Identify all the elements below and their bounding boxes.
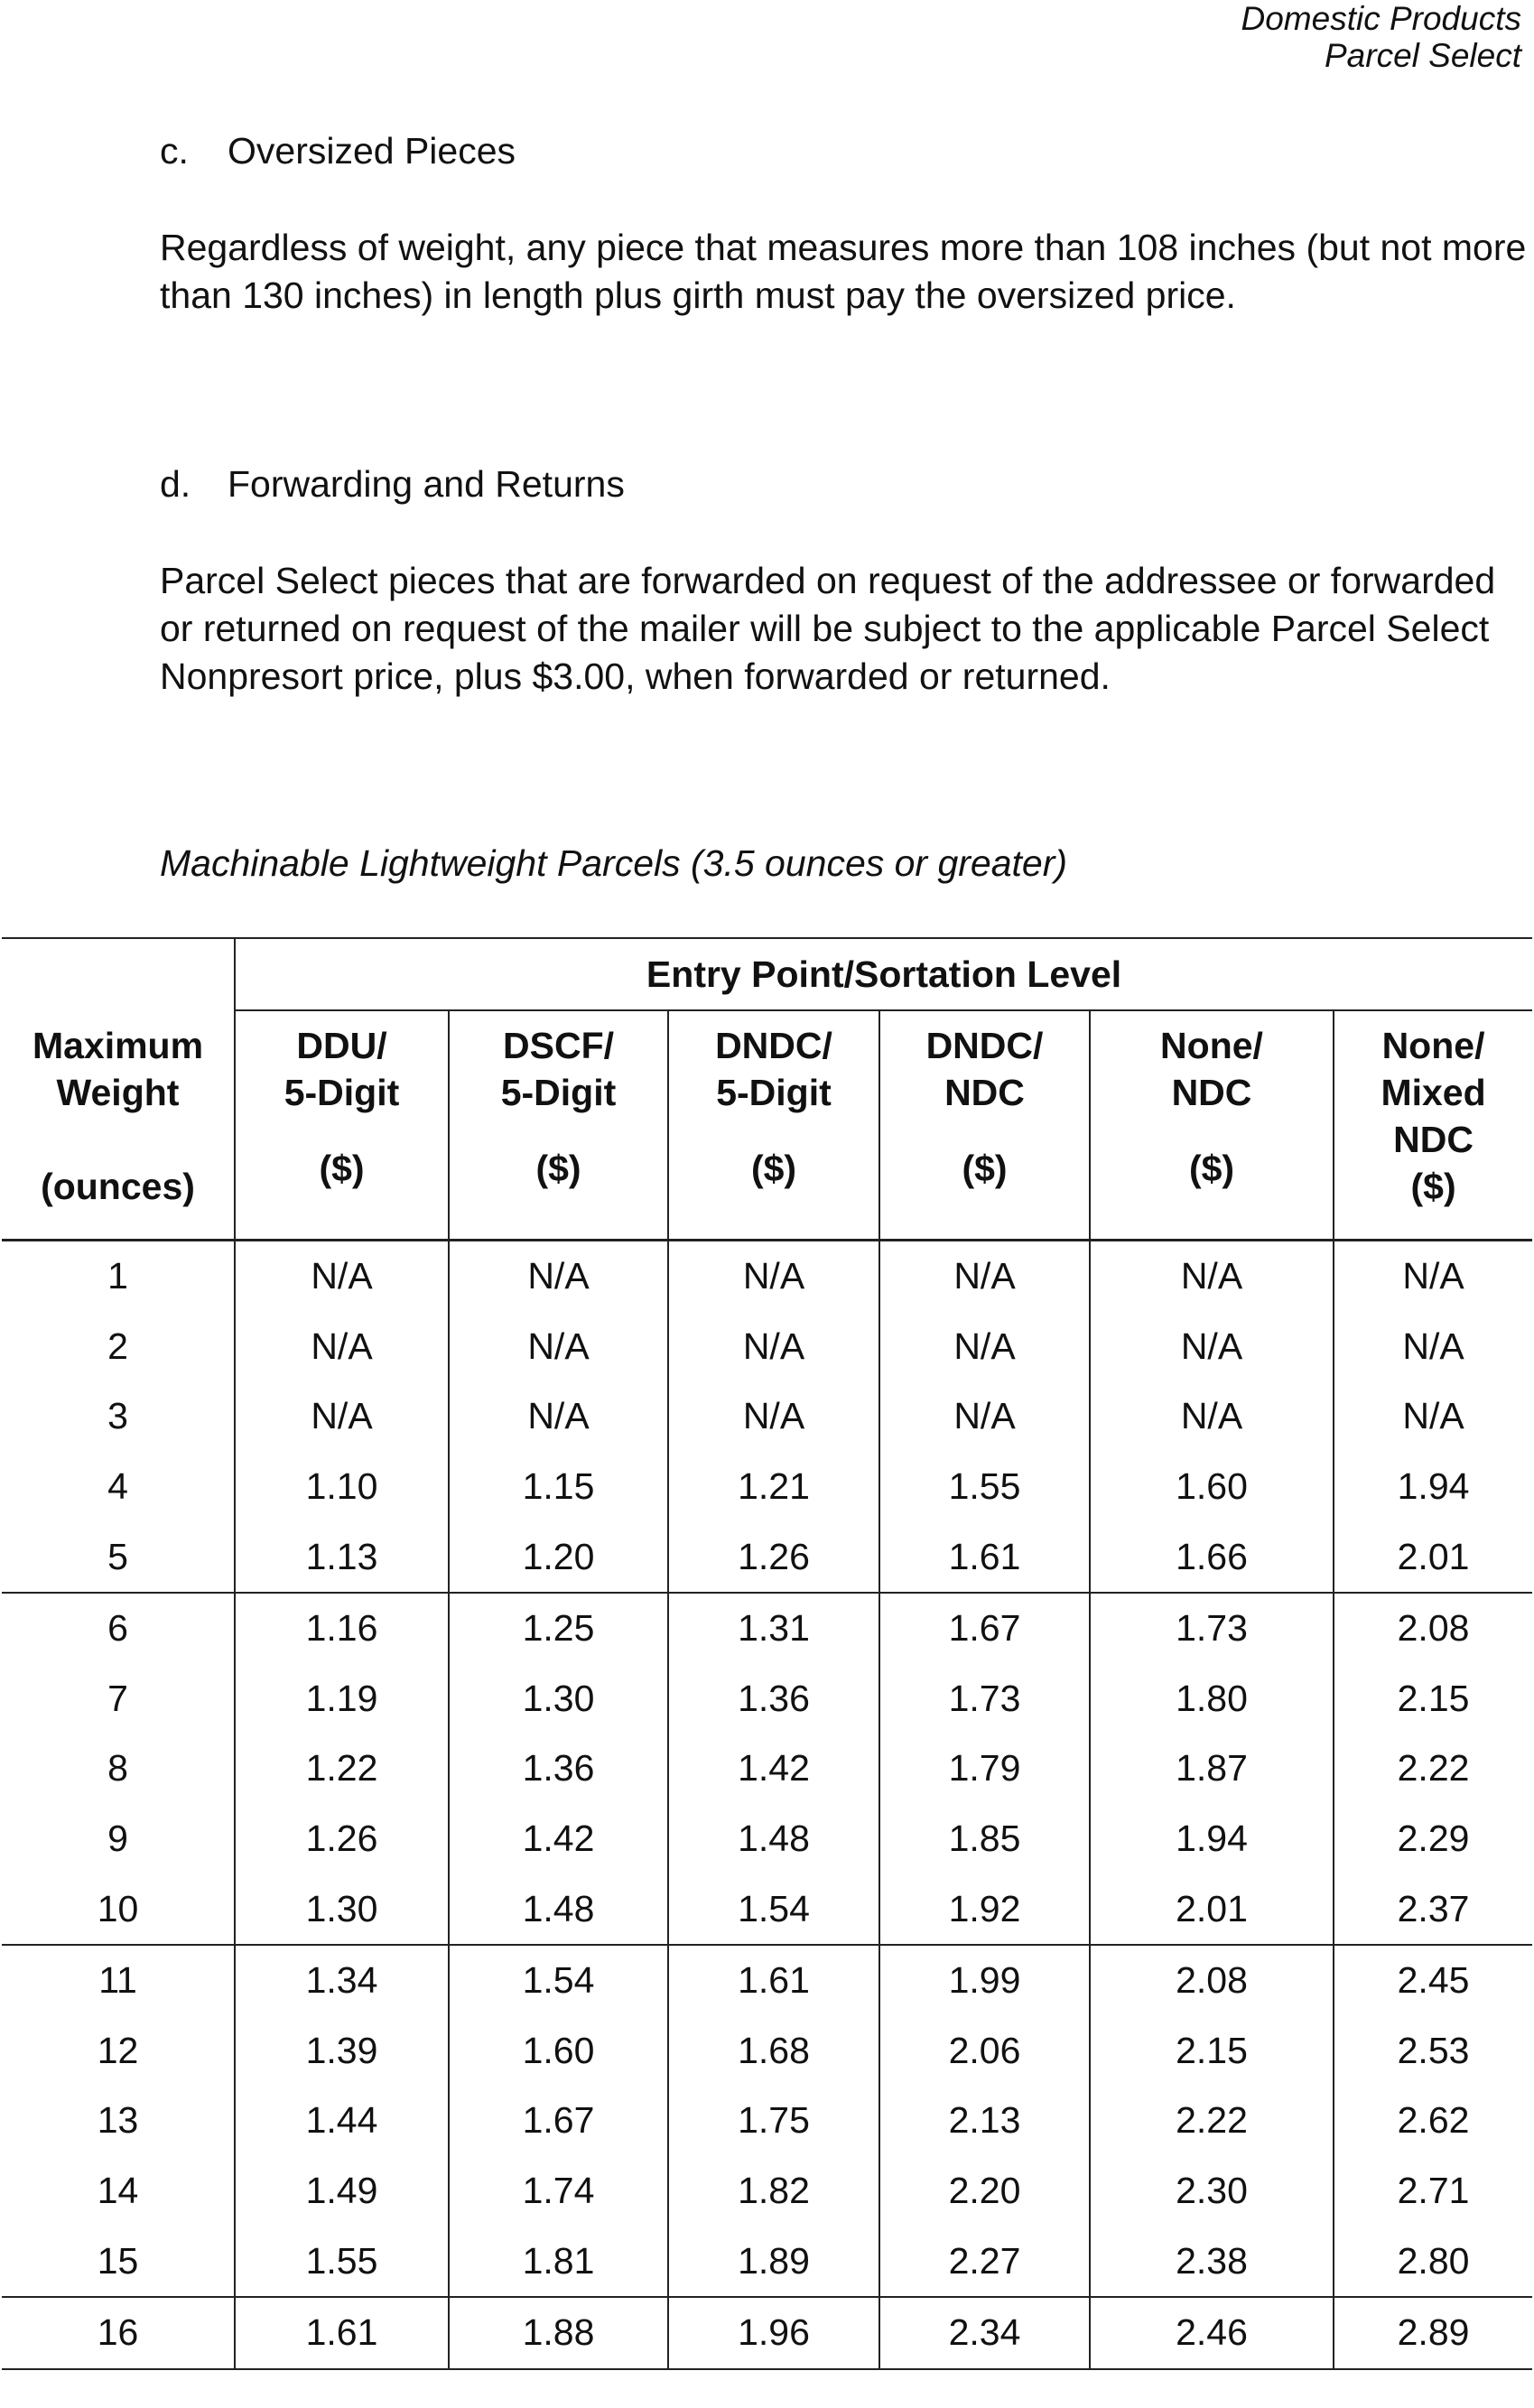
price-cell: 1.48 xyxy=(449,1873,668,1945)
table-row xyxy=(2,2226,1532,2297)
table-row xyxy=(2,2156,1532,2227)
price-cell: 2.22 xyxy=(1090,2086,1334,2156)
price-cell: 1.55 xyxy=(235,2226,449,2297)
price-cell: 1.79 xyxy=(879,1734,1090,1804)
price-cell: 1.25 xyxy=(449,1593,668,1664)
max-weight-header-line1: Maximum xyxy=(32,1025,204,1066)
table-row xyxy=(2,1452,1532,1522)
column-header-label: None/ Mixed NDC xyxy=(1381,1025,1486,1160)
column-header-unit: ($) xyxy=(750,1148,797,1189)
price-cell: 2.71 xyxy=(1334,2156,1532,2227)
price-cell: 2.22 xyxy=(1334,1734,1532,1804)
section-heading-forwarding xyxy=(160,463,625,506)
price-cell: 1.80 xyxy=(1090,1664,1334,1734)
price-cell: 1.74 xyxy=(449,2156,668,2227)
price-cell: 1.61 xyxy=(235,2297,449,2369)
price-cell: 1.26 xyxy=(235,1804,449,1874)
section-letter: d. xyxy=(160,463,191,505)
price-cell: 1.99 xyxy=(879,1945,1090,2016)
price-cell: 1.34 xyxy=(235,1945,449,2016)
column-header xyxy=(449,1010,668,1241)
price-cell: 1.67 xyxy=(449,2086,668,2156)
price-cell: N/A xyxy=(1090,1312,1334,1382)
weight-cell: 7 xyxy=(107,1677,128,1719)
price-cell: 1.87 xyxy=(1090,1734,1334,1804)
price-cell: 2.37 xyxy=(1334,1873,1532,1945)
price-cell: 1.88 xyxy=(449,2297,668,2369)
section-paragraph-forwarding: Parcel Select pieces that are forwarded on request of the addressee or forwarded or returned on request of the mailer will be subject to the applicable Parcel Select Nonpresort price, plus $3.00, when forwarded or returned. xyxy=(160,560,1496,697)
price-cell: 1.94 xyxy=(1334,1452,1532,1522)
price-cell: 2.27 xyxy=(879,2226,1090,2297)
weight-cell: 6 xyxy=(107,1607,128,1650)
weight-cell: 1 xyxy=(107,1255,128,1297)
column-header-label: DNDC/ NDC xyxy=(925,1025,1044,1113)
weight-cell: 12 xyxy=(97,2029,139,2071)
column-header xyxy=(235,1010,449,1241)
weight-cell: 9 xyxy=(107,1818,128,1860)
price-cell: 1.82 xyxy=(668,2156,879,2227)
price-cell: 1.44 xyxy=(235,2086,449,2156)
price-cell: 1.75 xyxy=(668,2086,879,2156)
price-cell: 1.54 xyxy=(449,1945,668,2016)
weight-cell: 16 xyxy=(2,2297,235,2369)
column-header-unit: ($) xyxy=(319,1148,365,1189)
column-header-label: DNDC/ 5-Digit xyxy=(715,1025,832,1113)
price-cell: 1.54 xyxy=(668,1873,879,1945)
section-letter: c. xyxy=(160,130,189,172)
price-cell: 1.60 xyxy=(449,2016,668,2087)
weight-cell: 11 xyxy=(98,1959,137,2002)
price-cell: N/A xyxy=(668,1241,879,1312)
column-header-label: DDU/ 5-Digit xyxy=(284,1025,400,1113)
table-row xyxy=(2,1521,1532,1593)
table-row xyxy=(2,1804,1532,1874)
column-header xyxy=(1334,1010,1532,1241)
price-cell: 2.29 xyxy=(1334,1804,1532,1874)
price-cell: N/A xyxy=(879,1312,1090,1382)
weight-cell: 13 xyxy=(97,2099,139,2142)
price-cell: N/A xyxy=(879,1381,1090,1452)
price-cell: 1.81 xyxy=(449,2226,668,2297)
table-row xyxy=(2,1873,1532,1945)
price-cell: 2.34 xyxy=(879,2297,1090,2369)
price-cell: 1.20 xyxy=(449,1521,668,1593)
weight-cell: 14 xyxy=(97,2170,139,2212)
price-cell: N/A xyxy=(235,1312,449,1382)
weight-cell: 5 xyxy=(2,1521,235,1593)
price-cell: 2.30 xyxy=(1090,2156,1334,2227)
table-row xyxy=(2,1945,1532,2016)
price-cell: 2.13 xyxy=(879,2086,1090,2156)
table-row xyxy=(2,1241,1532,1312)
table-caption: Machinable Lightweight Parcels (3.5 ounces or greater) xyxy=(160,842,1068,884)
weight-cell: 15 xyxy=(2,2226,235,2297)
price-cell: 1.22 xyxy=(235,1734,449,1804)
max-weight-header xyxy=(2,938,235,1241)
price-cell: 2.15 xyxy=(1334,1664,1532,1734)
price-cell: N/A xyxy=(1334,1381,1532,1452)
price-cell: 1.15 xyxy=(449,1452,668,1522)
price-cell: 2.53 xyxy=(1334,2016,1532,2087)
price-cell: N/A xyxy=(449,1381,668,1452)
price-cell: 1.68 xyxy=(668,2016,879,2087)
price-cell: 1.26 xyxy=(668,1521,879,1593)
section-paragraph-oversized: Regardless of weight, any piece that measures more than 108 inches (but not more than 130 inches) in length plus girth must pay the oversized price. xyxy=(160,227,1527,316)
price-cell: N/A xyxy=(1334,1241,1532,1312)
table-row xyxy=(2,2016,1532,2087)
price-cell: N/A xyxy=(668,1381,879,1452)
column-header xyxy=(879,1010,1090,1241)
price-cell: 1.85 xyxy=(879,1804,1090,1874)
price-cell: 1.73 xyxy=(1090,1593,1334,1664)
price-cell: 2.89 xyxy=(1334,2297,1532,2369)
column-header-unit: ($) xyxy=(1188,1148,1235,1189)
max-weight-header-line2: Weight xyxy=(56,1072,180,1113)
price-cell: 2.08 xyxy=(1334,1593,1532,1664)
price-cell: 1.94 xyxy=(1090,1804,1334,1874)
price-cell: 2.80 xyxy=(1334,2226,1532,2297)
table-row xyxy=(2,1664,1532,1734)
price-cell: N/A xyxy=(235,1241,449,1312)
price-cell: 1.55 xyxy=(879,1452,1090,1522)
price-cell: 1.30 xyxy=(449,1664,668,1734)
price-cell: 1.39 xyxy=(235,2016,449,2087)
price-cell: 1.13 xyxy=(235,1521,449,1593)
price-cell: 2.45 xyxy=(1334,1945,1532,2016)
price-cell: 1.36 xyxy=(449,1734,668,1804)
price-cell: 2.01 xyxy=(1334,1521,1532,1593)
price-cell: 2.38 xyxy=(1090,2226,1334,2297)
price-cell: 2.20 xyxy=(879,2156,1090,2227)
price-cell: 1.61 xyxy=(879,1521,1090,1593)
section-heading-oversized xyxy=(160,130,516,172)
price-cell: 1.49 xyxy=(235,2156,449,2227)
header-product-line: Domestic Products xyxy=(1241,0,1521,37)
column-header-unit: ($) xyxy=(962,1148,1008,1189)
price-cell: 1.67 xyxy=(879,1593,1090,1664)
price-cell: 1.36 xyxy=(668,1664,879,1734)
price-cell: 1.42 xyxy=(449,1804,668,1874)
price-cell: 2.08 xyxy=(1090,1945,1334,2016)
table-row xyxy=(2,2086,1532,2156)
price-cell: N/A xyxy=(449,1312,668,1382)
price-cell: 1.48 xyxy=(668,1804,879,1874)
price-cell: N/A xyxy=(449,1241,668,1312)
price-cell: 1.31 xyxy=(668,1593,879,1664)
rates-table xyxy=(2,937,1532,2370)
table-row xyxy=(2,1312,1532,1382)
column-header xyxy=(668,1010,879,1241)
price-cell: N/A xyxy=(235,1381,449,1452)
price-cell: 1.30 xyxy=(235,1873,449,1945)
column-header-label: None/ NDC xyxy=(1160,1025,1263,1113)
table-row xyxy=(2,1734,1532,1804)
table-row xyxy=(2,1381,1532,1452)
price-cell: N/A xyxy=(1090,1381,1334,1452)
price-cell: 2.01 xyxy=(1090,1873,1334,1945)
price-cell: N/A xyxy=(879,1241,1090,1312)
column-header xyxy=(1090,1010,1334,1241)
price-cell: N/A xyxy=(1334,1312,1532,1382)
weight-cell: 10 xyxy=(2,1873,235,1945)
column-header-label: DSCF/ 5-Digit xyxy=(500,1025,617,1113)
price-cell: 1.89 xyxy=(668,2226,879,2297)
price-cell: N/A xyxy=(1090,1241,1334,1312)
price-cell: 1.60 xyxy=(1090,1452,1334,1522)
weight-cell: 8 xyxy=(107,1747,128,1790)
weight-cell: 4 xyxy=(107,1465,128,1508)
running-header xyxy=(1241,0,1522,74)
price-cell: 2.15 xyxy=(1090,2016,1334,2087)
price-cell: 1.21 xyxy=(668,1452,879,1522)
price-cell: 2.62 xyxy=(1334,2086,1532,2156)
price-cell: 1.96 xyxy=(668,2297,879,2369)
price-cell: 2.46 xyxy=(1090,2297,1334,2369)
price-cell: 1.42 xyxy=(668,1734,879,1804)
price-cell: 1.66 xyxy=(1090,1521,1334,1593)
max-weight-header-unit: (ounces) xyxy=(41,1166,195,1207)
column-header-unit: ($) xyxy=(535,1148,581,1189)
price-cell: 1.16 xyxy=(235,1593,449,1664)
table-row xyxy=(2,1593,1532,1664)
table-row xyxy=(2,2297,1532,2369)
price-cell: 1.92 xyxy=(879,1873,1090,1945)
price-cell: 2.06 xyxy=(879,2016,1090,2087)
section-title: Forwarding and Returns xyxy=(228,463,625,505)
price-cell: 1.73 xyxy=(879,1664,1090,1734)
price-cell: 1.19 xyxy=(235,1664,449,1734)
entry-point-group-header: Entry Point/Sortation Level xyxy=(235,938,1532,1010)
price-cell: N/A xyxy=(668,1312,879,1382)
column-header-unit: ($) xyxy=(1410,1166,1456,1207)
price-cell: 1.10 xyxy=(235,1452,449,1522)
section-title: Oversized Pieces xyxy=(228,130,516,172)
header-product-name: Parcel Select xyxy=(1325,37,1521,74)
weight-cell: 2 xyxy=(107,1325,128,1367)
weight-cell: 3 xyxy=(107,1395,128,1437)
price-cell: 1.61 xyxy=(668,1945,879,2016)
